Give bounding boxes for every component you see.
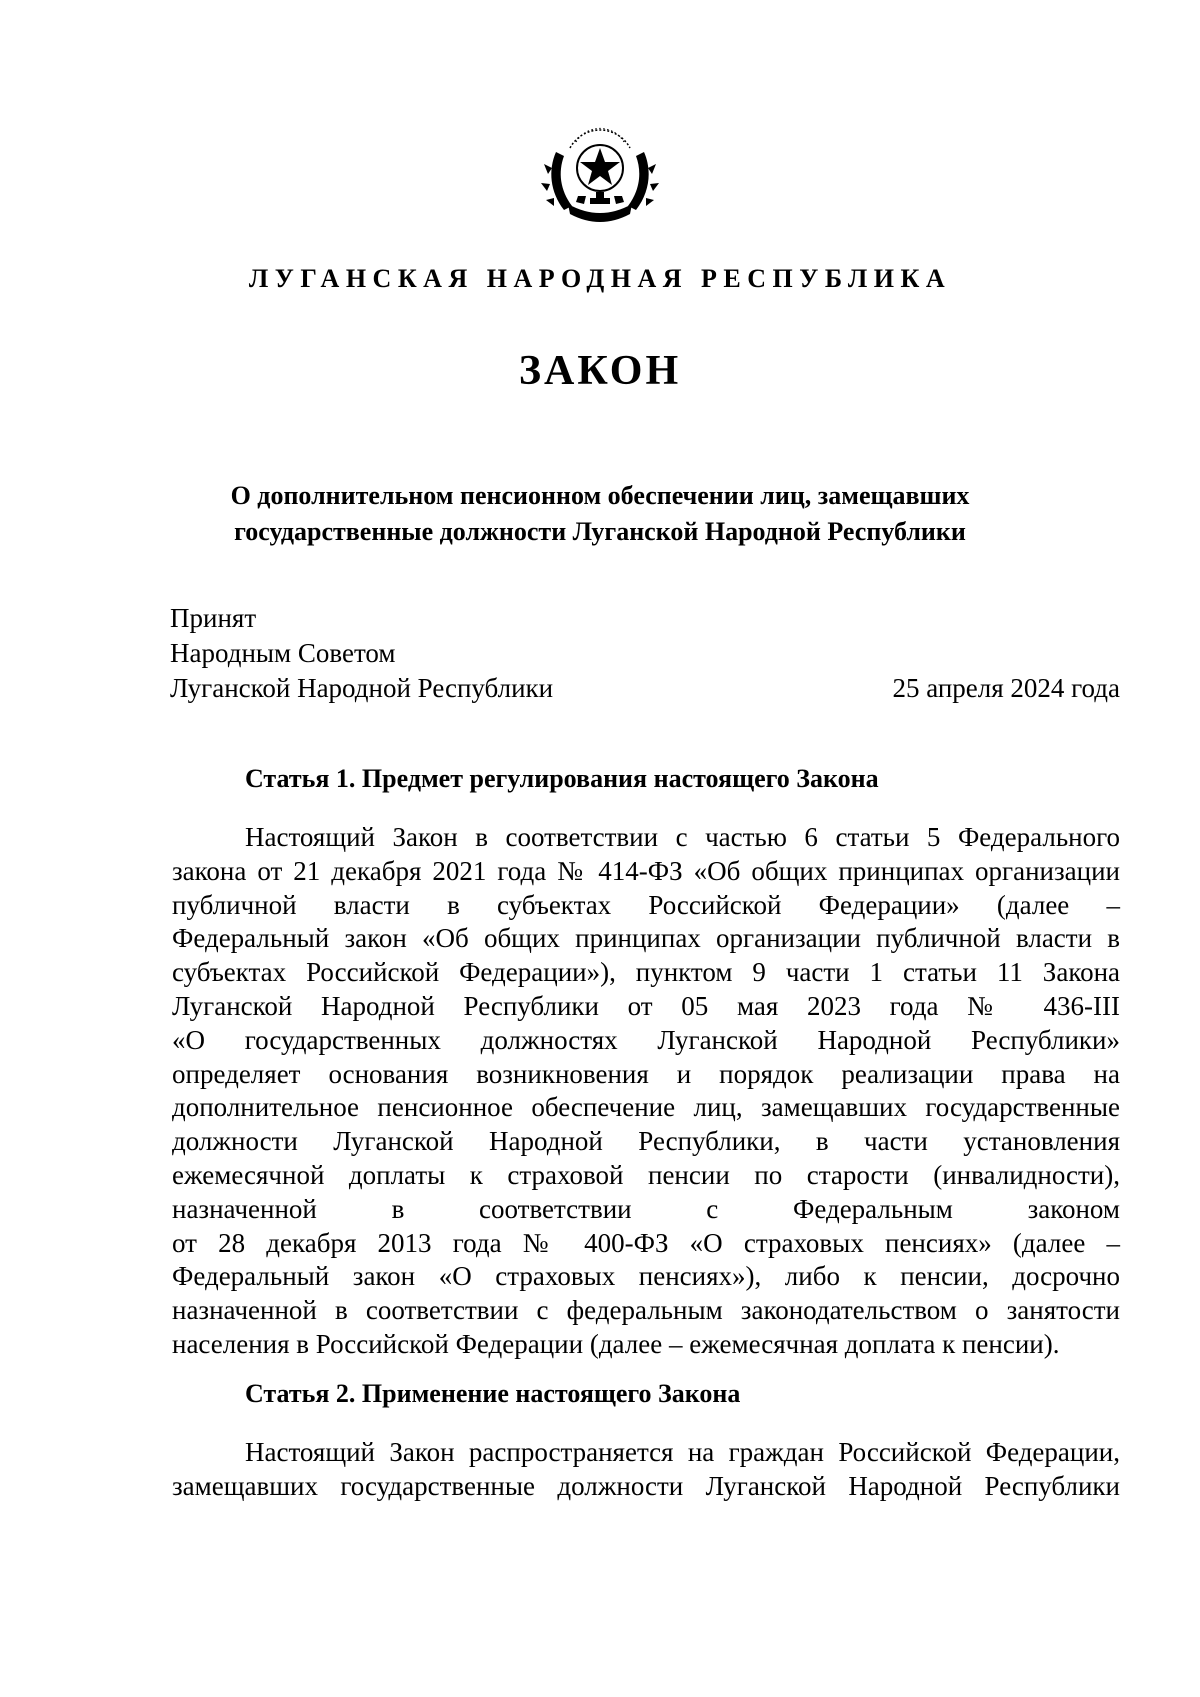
text-line: закона от 21 декабря 2021 года № 414-ФЗ «Об общих принципах организации [172, 855, 1120, 886]
text-line: населения в Российской Федерации (далее – ежемесячная доплата к пенсии). [172, 1328, 1060, 1359]
law-title-line: О дополнительном пенсионном обеспечении лиц, замещавших [230, 481, 970, 510]
law-title [160, 478, 1040, 550]
text-line: субъектах Российской Федерации»), пунктом 9 части 1 статьи 11 Закона [172, 957, 1120, 988]
text-line: должности Луганской Народной Республики, в части установления [172, 1126, 1120, 1157]
adoption-line: Народным Советом [170, 638, 396, 668]
text-line: определяет основания возникновения и порядок реализации права на [172, 1058, 1120, 1089]
text-line: замещавших государственные должности Луганской Народной Республики [172, 1470, 1120, 1501]
text-line: Федеральный закон «О страховых пенсиях»), либо к пенсии, досрочно [172, 1261, 1120, 1292]
text-line: ежемесячной доплаты к страховой пенсии по старости (инвалидности), [172, 1159, 1120, 1190]
emblem-icon [538, 112, 662, 236]
text-line: Настоящий Закон в соответствии с частью 6 статьи 5 Федерального [245, 822, 1120, 852]
text-line: от 28 декабря 2013 года № 400-ФЗ «О страховых пенсиях» (далее – [172, 1227, 1120, 1258]
article-2-heading: Статья 2. Применение настоящего Закона [245, 1379, 741, 1408]
text-line: Федеральный закон «Об общих принципах организации публичной власти в [172, 923, 1120, 954]
text-line: назначенной в соответствии с федеральным законодательством о занятости [172, 1295, 1120, 1326]
text-line: Луганской Народной Республики от 05 мая 2023 года № 436-III [172, 990, 1120, 1021]
text-line: назначенной в соответствии с Федеральным законом [172, 1193, 1120, 1224]
article-1-text [172, 821, 1120, 1362]
adoption-date: 25 апреля 2024 года [892, 673, 1120, 703]
law-title-line: государственные должности Луганской Народной Республики [234, 517, 966, 546]
article-2-text [172, 1436, 1120, 1504]
text-line: публичной власти в субъектах Российской Федерации» (далее – [172, 889, 1120, 920]
text-line: Настоящий Закон распространяется на граждан Российской Федерации, [245, 1437, 1120, 1467]
republic-name: ЛУГАНСКАЯ НАРОДНАЯ РЕСПУБЛИКА [248, 264, 952, 293]
adoption-line: Принят [170, 603, 257, 633]
document-type: ЗАКОН [518, 348, 682, 394]
text-line: дополнительное пенсионное обеспечение лиц, замещавших государственные [172, 1092, 1120, 1123]
adoption-block [170, 601, 1120, 706]
article-1-heading: Статья 1. Предмет регулирования настоящего Закона [245, 764, 879, 793]
adoption-line: Луганской Народной Республики [170, 673, 554, 703]
text-line: «О государственных должностях Луганской Народной Республики» [172, 1024, 1120, 1055]
